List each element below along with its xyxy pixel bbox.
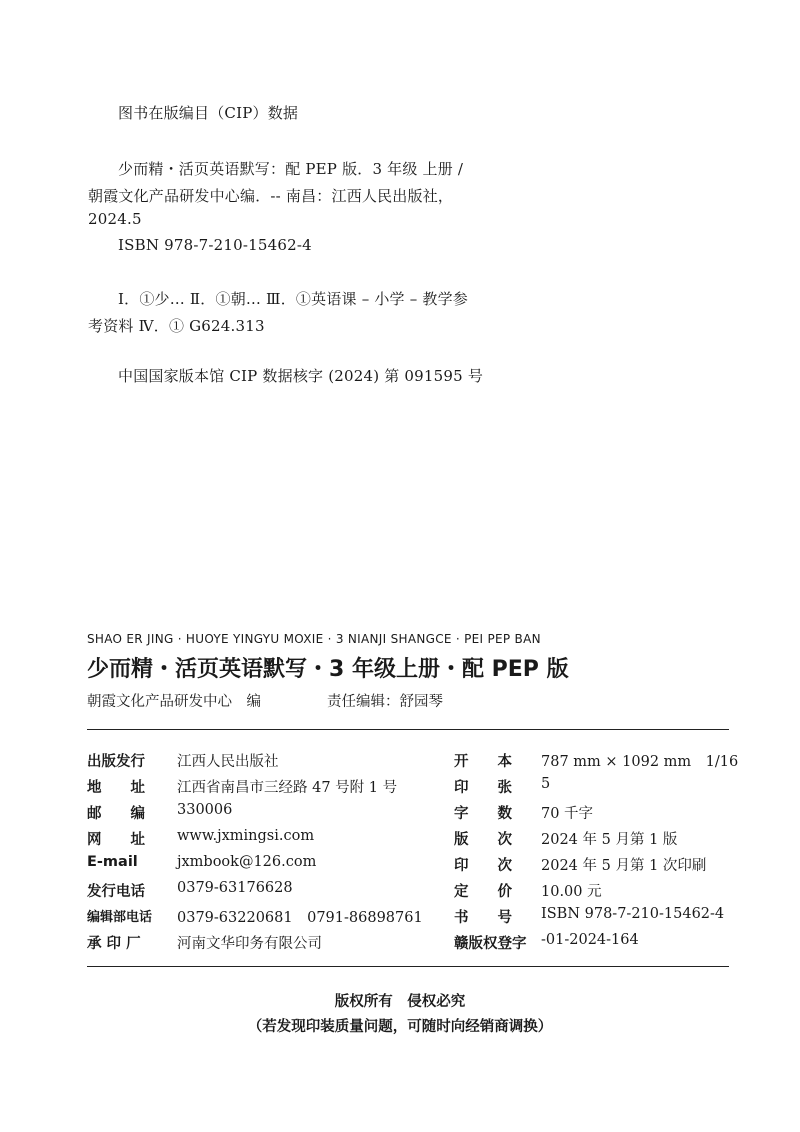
divider-top (87, 729, 729, 730)
info-label: 印 次 (454, 858, 512, 874)
info-label: 编辑部电话 (87, 910, 153, 925)
cip-subject-line-2: 考资料 Ⅳ．① G624.313 (88, 317, 265, 335)
copyright-notice: 版权所有 侵权必究 (334, 994, 466, 1010)
info-value: 0379-63176628 (177, 880, 293, 896)
info-row (87, 880, 737, 904)
info-label: 承 印 厂 (87, 936, 141, 952)
info-label: 书 号 (454, 910, 512, 926)
info-label: 网 址 (87, 832, 145, 848)
info-row (87, 750, 737, 774)
book-editor: 责任编辑：舒园琴 (327, 694, 443, 710)
divider-bottom (87, 966, 729, 967)
info-label: 赣版权登字 (454, 936, 527, 952)
info-label: 地 址 (87, 780, 145, 796)
info-value: 江西省南昌市三经路 47 号附 1 号 (177, 780, 398, 796)
info-value: -01-2024-164 (541, 932, 639, 948)
info-label: 邮 编 (87, 806, 145, 822)
info-value: 330006 (177, 802, 233, 818)
info-label: 字 数 (454, 806, 512, 822)
info-value: 10.00 元 (541, 884, 602, 900)
book-compiler: 朝霞文化产品研发中心 编 (87, 694, 261, 710)
info-label: 印 张 (454, 780, 512, 796)
quality-notice: （若发现印装质量问题，可随时向经销商调换） (247, 1019, 553, 1035)
info-label: 发行电话 (87, 884, 145, 900)
cip-year: 2024.5 (88, 210, 142, 228)
cip-record-number: 中国国家版本馆 CIP 数据核字 (2024) 第 091595 号 (118, 367, 484, 385)
book-pinyin-title: SHAO ER JING · HUOYE YINGYU MOXIE · 3 NIANJI SHANGCE · PEI PEP BAN (87, 632, 541, 646)
info-row (87, 932, 737, 956)
info-label: 定 价 (454, 884, 512, 900)
info-value: 江西人民出版社 (177, 754, 279, 770)
info-row (87, 802, 737, 826)
info-value: 70 千字 (541, 806, 594, 822)
info-label: 出版发行 (87, 754, 145, 770)
info-row (87, 828, 737, 852)
info-value: www.jxmingsi.com (177, 828, 315, 844)
info-value: ISBN 978-7-210-15462-4 (541, 906, 725, 922)
cip-title-line-1: 少而精・活页英语默写：配 PEP 版．3 年级 上册 / (118, 160, 464, 178)
cip-subject-line-1: Ⅰ．①少… Ⅱ．①朝… Ⅲ．①英语课 – 小学 – 教学参 (118, 290, 468, 308)
cip-heading: 图书在版编目（CIP）数据 (118, 104, 299, 122)
info-value: 2024 年 5 月第 1 版 (541, 832, 678, 848)
cip-isbn: ISBN 978-7-210-15462-4 (118, 236, 312, 254)
info-value: 河南文华印务有限公司 (177, 936, 322, 952)
info-label: 开 本 (454, 754, 512, 770)
info-row (87, 854, 737, 878)
book-title: 少而精・活页英语默写・3 年级上册・配 PEP 版 (87, 657, 569, 682)
info-value: 787 mm × 1092 mm 1/16 (541, 754, 739, 770)
info-value: 5 (541, 776, 551, 792)
info-value: 2024 年 5 月第 1 次印刷 (541, 858, 707, 874)
cip-title-line-2: 朝霞文化产品研发中心编．-- 南昌：江西人民出版社， (88, 187, 454, 205)
info-label: 版 次 (454, 832, 512, 848)
info-value: jxmbook@126.com (177, 854, 317, 870)
info-row (87, 776, 737, 800)
info-row (87, 906, 737, 930)
info-value: 0379-63220681 0791-86898761 (177, 910, 423, 926)
info-label: E-mail (87, 854, 138, 870)
